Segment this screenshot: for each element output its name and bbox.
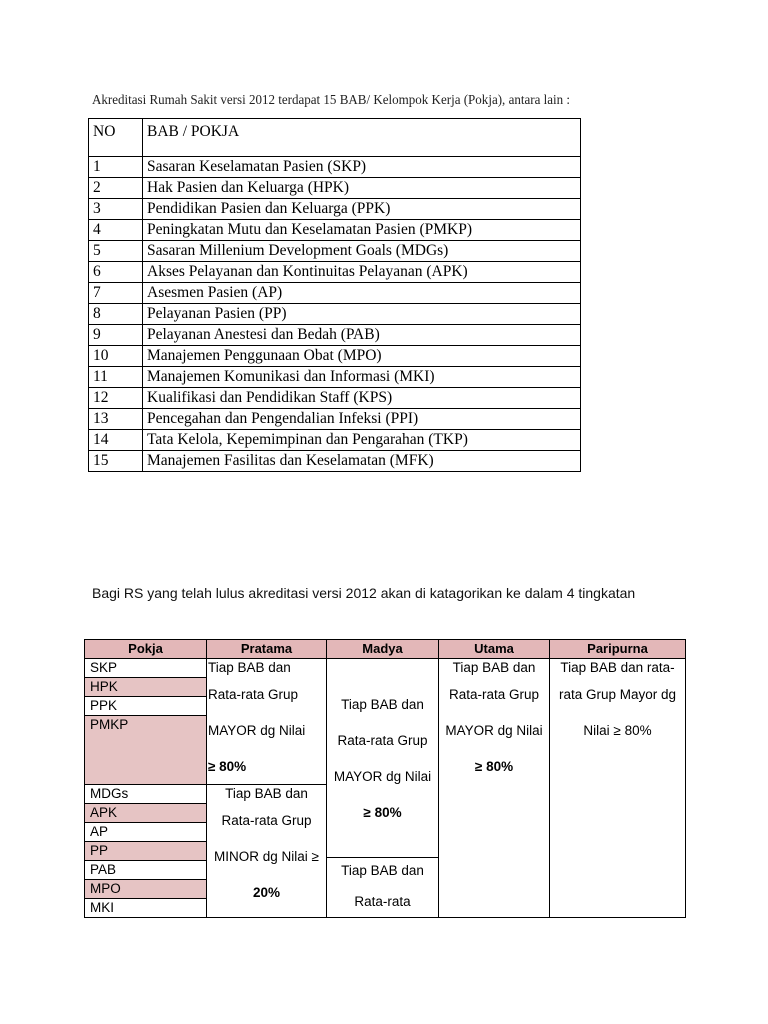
pratama-minor-line3: MINOR dg Nilai ≥ (214, 849, 319, 864)
table-row (89, 157, 581, 178)
table-row (89, 367, 581, 388)
row-name: Pendidikan Pasien dan Keluarga (PPK) (143, 199, 581, 220)
row-name: Peningkatan Mutu dan Keselamatan Pasien (PMKP) (143, 220, 581, 241)
pokja-pp: PP (84, 841, 207, 861)
header-pratama: Pratama (206, 639, 327, 659)
utama-line1: Tiap BAB dan (452, 660, 536, 675)
pokja-pmkp: PMKP (84, 715, 207, 785)
table-row (89, 199, 581, 220)
pratama-major-line4: ≥ 80% (208, 759, 247, 774)
pokja-hpk: HPK (84, 677, 207, 697)
madya-major-line2: Rata-rata Grup (337, 733, 428, 748)
row-name: Manajemen Penggunaan Obat (MPO) (143, 346, 581, 367)
row-no: 12 (89, 388, 143, 409)
row-name: Pencegahan dan Pengendalian Infeksi (PPI) (143, 409, 581, 430)
row-no: 15 (89, 451, 143, 472)
table-row (89, 346, 581, 367)
table-row (89, 388, 581, 409)
pratama-minor-line1: Tiap BAB dan (225, 786, 308, 801)
header-bab: BAB / POKJA (143, 119, 581, 157)
row-name: Pelayanan Anestesi dan Bedah (PAB) (143, 325, 581, 346)
row-name: Manajemen Komunikasi dan Informasi (MKI) (143, 367, 581, 388)
row-no: 2 (89, 178, 143, 199)
table-row (89, 325, 581, 346)
utama-cell (438, 658, 550, 918)
intro-text: Akreditasi Rumah Sakit versi 2012 terdapat 15 BAB/ Kelompok Kerja (Pokja), antara lain : (92, 93, 571, 108)
table-row (89, 304, 581, 325)
pokja-mki: MKI (84, 898, 207, 918)
pokja-skp: SKP (84, 658, 207, 678)
pratama-major-cell (206, 658, 327, 785)
pokja-ap: AP (84, 822, 207, 842)
row-no: 8 (89, 304, 143, 325)
row-name: Tata Kelola, Kepemimpinan dan Pengarahan (TKP) (143, 430, 581, 451)
row-name: Hak Pasien dan Keluarga (HPK) (143, 178, 581, 199)
row-no: 5 (89, 241, 143, 262)
row-no: 13 (89, 409, 143, 430)
pratama-major-line2: Rata-rata Grup (208, 687, 299, 702)
row-name: Pelayanan Pasien (PP) (143, 304, 581, 325)
table-row (89, 430, 581, 451)
pratama-major-line3: MAYOR dg Nilai (208, 723, 306, 738)
paripurna-line3: Nilai ≥ 80% (583, 723, 652, 738)
utama-line2: Rata-rata Grup (448, 687, 540, 702)
paripurna-cell (549, 658, 686, 918)
row-no: 11 (89, 367, 143, 388)
table-row (89, 409, 581, 430)
madya-major-line1: Tiap BAB dan (341, 697, 424, 712)
table-row (89, 178, 581, 199)
tingkatan-text: Bagi RS yang telah lulus akreditasi versi 2012 akan di katagorikan ke dalam 4 tingkatan (92, 585, 636, 601)
header-no: NO (89, 119, 143, 157)
paripurna-line1: Tiap BAB dan rata- (560, 660, 675, 675)
madya-minor-cell (326, 857, 439, 918)
madya-major-line3: MAYOR dg Nilai (333, 769, 432, 784)
header-utama: Utama (438, 639, 550, 659)
table-row (89, 241, 581, 262)
bab-table-header (89, 119, 581, 157)
header-madya: Madya (326, 639, 439, 659)
pokja-mdgs: MDGs (84, 784, 207, 804)
row-no: 3 (89, 199, 143, 220)
madya-minor-line1: Tiap BAB dan (341, 863, 424, 878)
row-no: 14 (89, 430, 143, 451)
table-row (89, 283, 581, 304)
row-name: Akses Pelayanan dan Kontinuitas Pelayanan (APK) (143, 262, 581, 283)
utama-line4: ≥ 80% (474, 759, 514, 774)
pratama-minor-line4: 20% (252, 885, 281, 900)
table-row (89, 451, 581, 472)
row-no: 1 (89, 157, 143, 178)
pokja-mpo: MPO (84, 879, 207, 899)
pratama-minor-line2: Rata-rata Grup (221, 813, 312, 828)
row-no: 7 (89, 283, 143, 304)
table-row (89, 262, 581, 283)
madya-major-cell (326, 658, 439, 858)
row-no: 10 (89, 346, 143, 367)
pokja-pab: PAB (84, 860, 207, 880)
row-name: Asesmen Pasien (AP) (143, 283, 581, 304)
row-no: 9 (89, 325, 143, 346)
pokja-apk: APK (84, 803, 207, 823)
table-row (89, 220, 581, 241)
madya-major-line4: ≥ 80% (363, 805, 402, 820)
header-pokja: Pokja (84, 639, 207, 659)
row-no: 4 (89, 220, 143, 241)
row-name: Sasaran Millenium Development Goals (MDGs) (143, 241, 581, 262)
pokja-ppk: PPK (84, 696, 207, 716)
row-name: Kualifikasi dan Pendidikan Staff (KPS) (143, 388, 581, 409)
row-name: Sasaran Keselamatan Pasien (SKP) (143, 157, 581, 178)
header-paripurna: Paripurna (549, 639, 686, 659)
row-name: Manajemen Fasilitas dan Keselamatan (MFK) (143, 451, 581, 472)
row-no: 6 (89, 262, 143, 283)
bab-table (88, 118, 581, 472)
pratama-major-line1: Tiap BAB dan (208, 660, 291, 675)
paripurna-line2: rata Grup Mayor dg (558, 687, 677, 702)
madya-minor-line2: Rata-rata (354, 894, 411, 909)
utama-line3: MAYOR dg Nilai (445, 723, 543, 738)
pratama-minor-cell (206, 784, 327, 918)
